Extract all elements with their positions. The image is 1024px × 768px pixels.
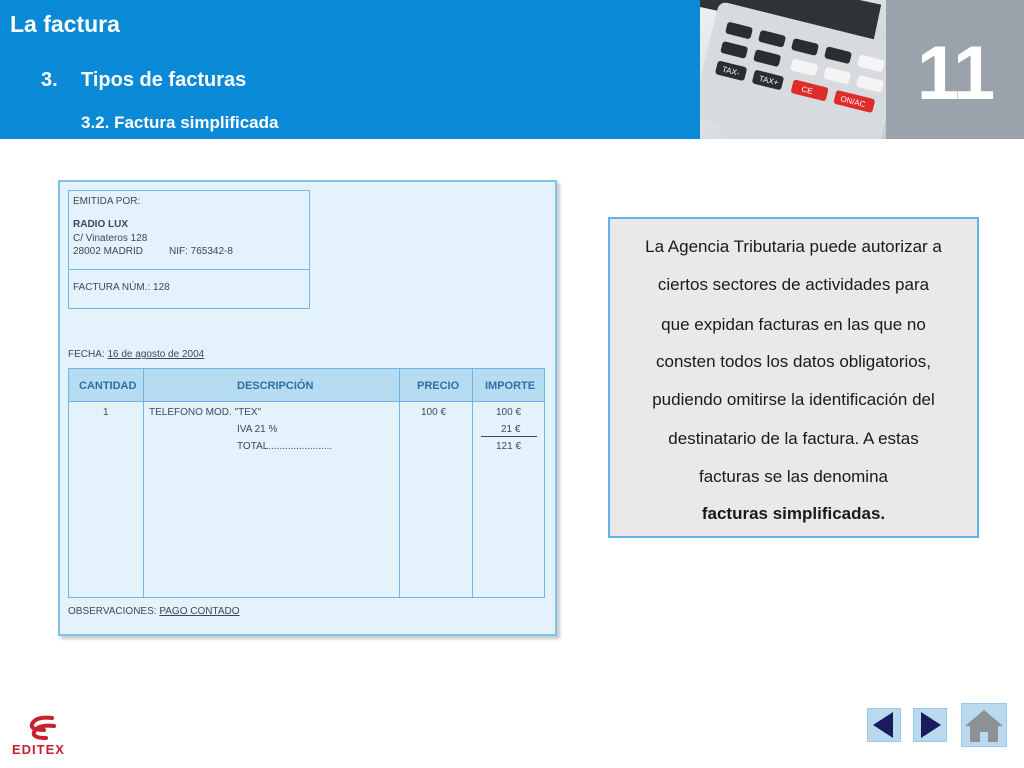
- invoice-number-box: [68, 268, 310, 309]
- row-descripcion: TELEFONO MOD. "TEX": [149, 407, 262, 418]
- column-divider: [472, 369, 473, 597]
- chapter-number: 11: [916, 31, 994, 116]
- col-precio: PRECIO: [417, 380, 460, 392]
- info-line: destinatario de la factura. A estas: [668, 429, 919, 448]
- col-descripcion: DESCRIPCIÓN: [237, 380, 314, 392]
- home-icon: [962, 704, 1006, 746]
- issuer-address-2: 28002 MADRID: [73, 246, 144, 257]
- total-label: TOTAL.......................: [237, 441, 333, 452]
- home-button[interactable]: [961, 703, 1007, 747]
- calculator-photo: [700, 0, 886, 139]
- column-divider: [143, 369, 144, 597]
- info-line: pudiendo omitirse la identificación del: [652, 390, 935, 409]
- previous-button[interactable]: [867, 708, 901, 742]
- logo-text: EDITEX: [12, 742, 65, 757]
- info-line: consten todos los datos obligatorios,: [655, 352, 931, 371]
- ce-key-label: CE: [800, 84, 814, 96]
- row-importe: 100 €: [496, 407, 522, 418]
- row-cantidad: 1: [103, 407, 109, 418]
- next-button[interactable]: [913, 708, 947, 742]
- invoice-number: FACTURA NÚM.: 128: [73, 282, 170, 293]
- issuer-box: [68, 190, 310, 270]
- triangle-left-icon: [868, 709, 900, 741]
- info-line: ciertos sectores de actividades para: [657, 275, 930, 294]
- section-title: Tipos de facturas: [81, 69, 247, 91]
- sum-line: [481, 436, 537, 437]
- date-label: FECHA:: [68, 349, 105, 360]
- iva-value: 21 €: [501, 424, 521, 435]
- date-value: 16 de agosto de 2004: [107, 349, 205, 360]
- issuer-company: RADIO LUX: [73, 219, 128, 230]
- section-heading: [41, 69, 246, 92]
- observations-label: OBSERVACIONES:: [68, 606, 157, 617]
- column-divider: [399, 369, 400, 597]
- chapter-badge: [886, 0, 1024, 139]
- observations-value: PAGO CONTADO: [159, 606, 240, 617]
- info-highlight: facturas simplificadas.: [701, 504, 886, 523]
- invoice-table: [68, 368, 545, 598]
- col-importe: IMPORTE: [485, 380, 536, 392]
- section-number: 3.: [41, 69, 58, 91]
- subsection-heading: 3.2. Factura simplificada: [81, 113, 279, 132]
- tax-minus-key-label: TAX-: [721, 64, 741, 78]
- row-precio: 100 €: [421, 407, 447, 418]
- col-cantidad: CANTIDAD: [79, 380, 137, 392]
- header-bar: [0, 0, 700, 139]
- info-box: [608, 217, 979, 538]
- page-title: La factura: [10, 11, 120, 37]
- issuer-label: EMITIDA POR:: [73, 196, 141, 207]
- on-ac-key-label: ON/AC: [839, 94, 867, 110]
- issuer-address-1: C/ Vinateros 128: [73, 233, 148, 244]
- tax-plus-key-label: TAX+: [757, 73, 780, 88]
- info-line: La Agencia Tributaria puede autorizar a: [645, 237, 942, 256]
- editex-logo: [12, 712, 76, 758]
- invoice-sample: [58, 180, 557, 636]
- info-line: que expidan facturas en las que no: [661, 315, 926, 334]
- triangle-right-icon: [914, 709, 946, 741]
- issuer-nif: NIF: 765342-8: [169, 246, 233, 257]
- total-value: 121 €: [496, 441, 522, 452]
- iva-label: IVA 21 %: [237, 424, 278, 435]
- info-line: facturas se las denomina: [699, 467, 888, 486]
- observations: [68, 606, 240, 617]
- invoice-date: [68, 349, 204, 360]
